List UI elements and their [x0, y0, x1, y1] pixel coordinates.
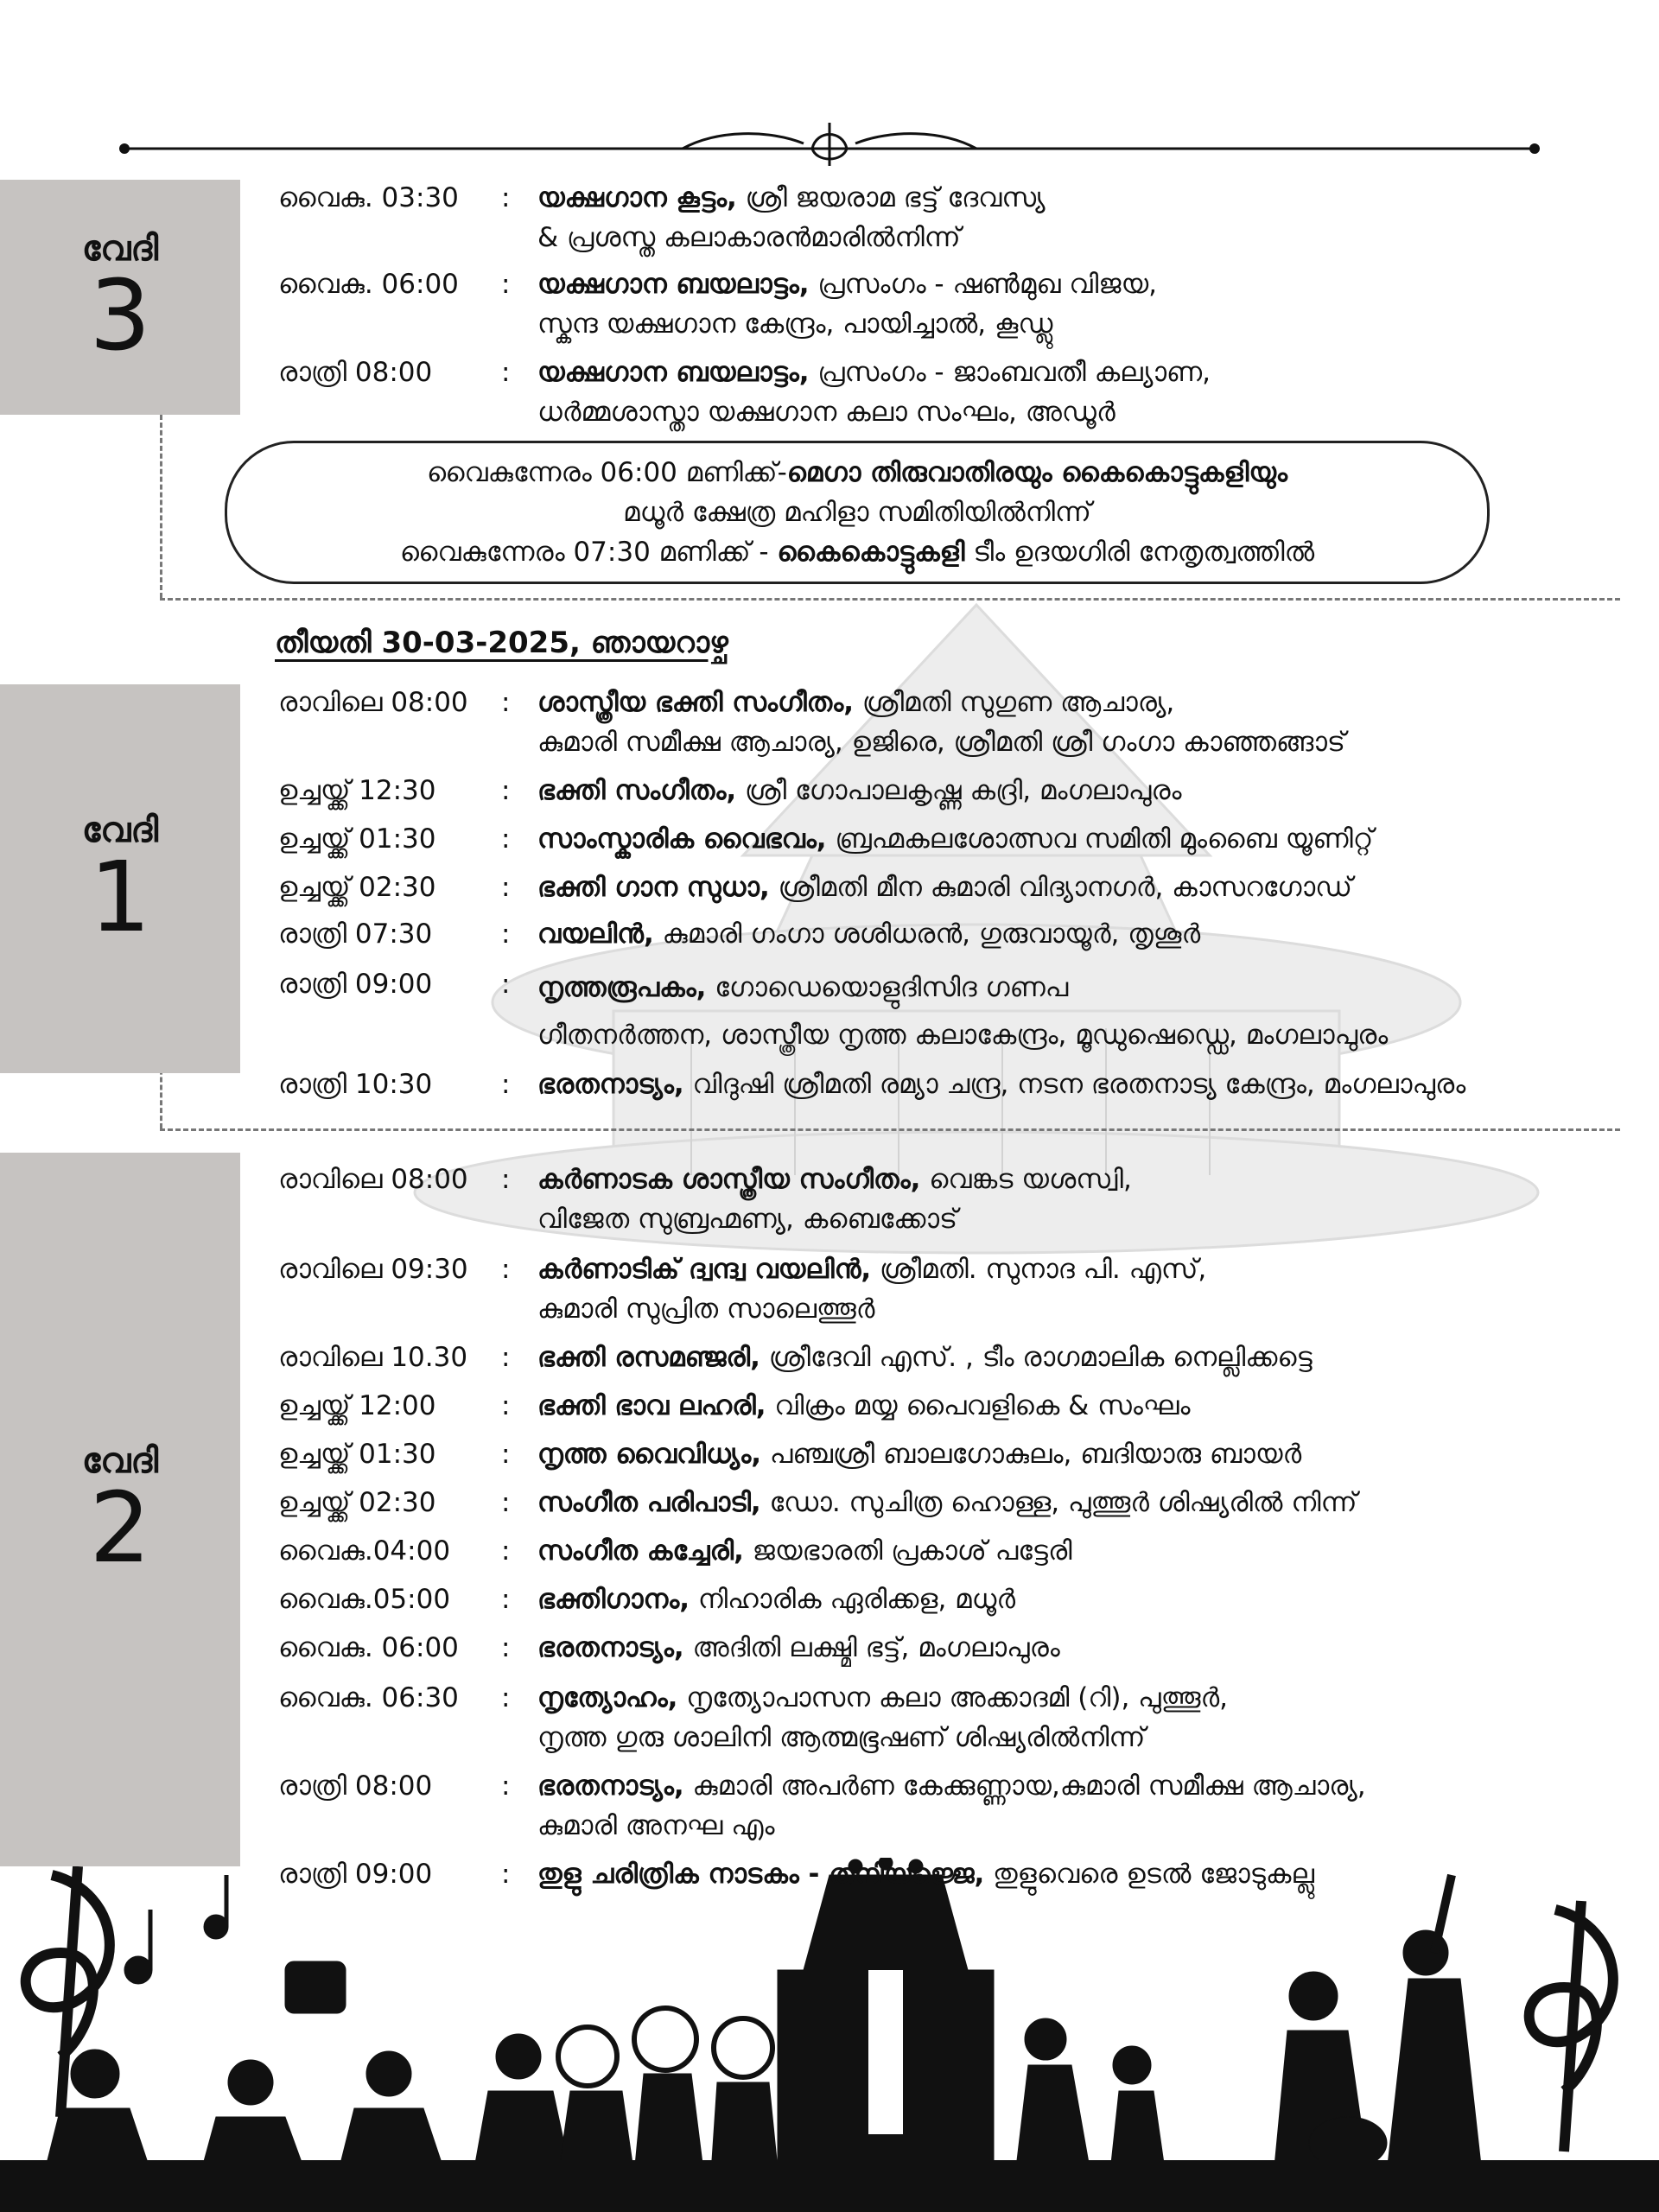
- event-title: സാംസ്കാരിക വൈഭവം,: [537, 823, 827, 855]
- colon: :: [501, 1584, 511, 1615]
- event-detail: അദിതി ലക്ഷ്മി ഭട്ട്, മംഗലാപുരം: [683, 1632, 1060, 1663]
- event-detail: ശ്രീമതി മീന കുമാരി വിദ്യാനഗർ, കാസറഗോഡ്: [769, 872, 1352, 903]
- event-title: ഭരതനാട്യം,: [537, 1632, 684, 1663]
- special-event-notice: [225, 441, 1490, 584]
- time: രാത്രി 09:00: [278, 1859, 433, 1890]
- colon: :: [501, 1682, 511, 1713]
- notice-line1-prefix: വൈകുന്നേരം 06:00 മണിക്ക്-: [426, 457, 787, 488]
- event-detail-line2: കുമാരി അനഘ എം: [537, 1810, 775, 1841]
- event-title: നൃത്തരൂപകം,: [537, 972, 707, 1003]
- notice-line3-prefix: വൈകുന്നേരം 07:30 മണിക്ക് -: [399, 537, 778, 568]
- drum-icon: [285, 1961, 346, 2013]
- time: വൈകു.04:00: [278, 1535, 451, 1567]
- event-detail: ശ്രീ ഗോപാലകൃഷ്ണ കദ്രി, മംഗലാപുരം: [736, 775, 1182, 806]
- event-title: വയലിൻ,: [537, 918, 654, 950]
- event-detail-line2: കുമാരി സമീക്ഷ ആചാര്യ, ഉജിരെ, ശ്രീമതി ശ്രീ ഗംഗാ കാഞ്ഞങ്ങാട്: [537, 727, 1345, 758]
- event-detail-line2: ഗീതനർത്തന, ശാസ്ത്രീയ നൃത്ത കലാകേന്ദ്രം, മൂഡുഷെഡ്ഡെ, മംഗലാപുരം: [537, 1020, 1389, 1051]
- event-title: യക്ഷഗാന ബയലാട്ടം,: [537, 357, 810, 388]
- event-title: നൃത്ത വൈവിധ്യം,: [537, 1439, 761, 1470]
- treble-clef-icon: [1529, 1901, 1613, 2152]
- performers-silhouette-footer: [0, 1858, 1659, 2212]
- notice-line1-bold: മെഗാ തിരുവാതിരയും കൈകൊട്ടുകളിയും: [786, 457, 1288, 488]
- time: ഉച്ചയ്ക്ക് 01:30: [278, 1439, 436, 1470]
- colon: :: [501, 1254, 511, 1285]
- event-detail: തുളുവെരെ ഉടൽ ജോടുകല്ലു: [984, 1859, 1315, 1890]
- event-detail-line2: കുമാരി സുപ്രിത സാലെത്തൂർ: [537, 1294, 875, 1325]
- colon: :: [501, 918, 511, 950]
- time: രാവിലെ 08:00: [278, 687, 468, 718]
- top-ornament-divider: [112, 121, 1547, 173]
- time: വൈകു. 06:30: [278, 1682, 459, 1713]
- time: രാത്രി 07:30: [278, 918, 433, 950]
- time: വൈകു. 06:00: [278, 269, 459, 300]
- event-detail-line2: ധർമ്മശാസ്താ യക്ഷഗാന കലാ സംഘം, അഡൂർ: [537, 397, 1116, 428]
- event-detail: ശ്രീദേവി എസ്. , ടീം രാഗമാലിക നെല്ലിക്കട്ടെ: [760, 1342, 1313, 1373]
- stage-1-label: വേദി: [81, 810, 159, 850]
- stage-3-number: 3: [89, 260, 151, 372]
- temple-tower-icon: [778, 1858, 994, 2212]
- time: രാവിലെ 09:30: [278, 1254, 468, 1285]
- section-divider: [160, 1128, 1620, 1131]
- time: രാത്രി 09:00: [278, 969, 433, 1000]
- stage-1-number: 1: [89, 842, 151, 954]
- colon: :: [501, 1439, 511, 1470]
- event-title: ഭക്തിഗാനം,: [537, 1584, 690, 1615]
- colon: :: [501, 269, 511, 300]
- time: ഉച്ചയ്ക്ക് 01:30: [278, 823, 436, 855]
- colon: :: [501, 1390, 511, 1421]
- section-divider: [160, 598, 1620, 601]
- colon: :: [501, 687, 511, 718]
- stage-2-box: [0, 1153, 240, 1866]
- colon: :: [501, 1632, 511, 1663]
- stage-2-label: വേദി: [81, 1441, 159, 1481]
- event-detail: ഗോഡെയൊളുദിസിദ ഗണപ: [706, 972, 1069, 1003]
- event-detail: കുമാരി ഗംഗാ ശശിധരൻ, ഗുരുവായൂർ, തൃശൂർ: [653, 918, 1201, 950]
- event-detail: ശ്രീ ജയരാമ ഭട്ട് ദേവസ്യ: [736, 182, 1046, 213]
- event-detail: പ്രസംഗം - ജാംബവതീ കല്യാണ,: [809, 357, 1211, 388]
- notice-line3-rest: ടീം ഉദയഗിരി നേതൃത്വത്തിൽ: [964, 537, 1315, 568]
- footer-black-band: [0, 2160, 1659, 2212]
- event-title: ഭക്തി രസമഞ്ജരി,: [537, 1342, 760, 1373]
- event-title: യക്ഷഗാന കൂട്ടം,: [537, 182, 737, 213]
- colon: :: [501, 1069, 511, 1100]
- stage-2-number: 2: [89, 1472, 151, 1585]
- event-title: ഭക്തി സംഗീതം,: [537, 775, 737, 806]
- notice-line3-bold: കൈകൊട്ടുകളി: [777, 537, 965, 568]
- event-detail: ശ്രീമതി. സുനാദ പി. എസ്,: [871, 1254, 1207, 1285]
- event-detail-line2: വിജേത സുബ്രഹ്മണ്യ, കബെക്കോട്: [537, 1204, 958, 1235]
- event-detail: വിക്രം മയ്യ പൈവളികെ & സംഘം: [766, 1390, 1191, 1421]
- colon: :: [501, 969, 511, 1000]
- time: ഉച്ചയ്ക്ക് 12:00: [278, 1390, 436, 1421]
- colon: :: [501, 872, 511, 903]
- event-title: സംഗീത കച്ചേരി,: [537, 1535, 744, 1567]
- event-detail: പഞ്ചശ്രീ ബാലഗോകുലം, ബദിയാരു ബായർ: [760, 1439, 1302, 1470]
- colon: :: [501, 1535, 511, 1567]
- event-title: ഭരതനാട്യം,: [537, 1069, 684, 1100]
- event-detail-line2: നൃത്ത ഗുരു ശാലിനി ആത്മഭൂഷണ് ശിഷ്യരിൽനിന്ന്: [537, 1722, 1146, 1753]
- stage-3-label: വേദി: [81, 229, 159, 269]
- stage-3-connector: [160, 415, 162, 598]
- colon: :: [501, 775, 511, 806]
- event-title: നൃത്യോഹം,: [537, 1682, 678, 1713]
- colon: :: [501, 1164, 511, 1195]
- event-detail-line2: സ്കന്ദ യക്ഷഗാന കേന്ദ്രം, പായിച്ചാൽ, കൂഡ്ലു: [537, 308, 1053, 340]
- time: ഉച്ചയ്ക്ക് 12:30: [278, 775, 436, 806]
- event-title: സംഗീത പരിപാടി,: [537, 1487, 761, 1518]
- event-detail: ജയഭാരതി പ്രകാശ് പട്ടേരി: [743, 1535, 1072, 1567]
- event-detail: കുമാരി അപർണ കേക്കുണ്ണായ,കുമാരി സമീക്ഷ ആചാര്യ,: [683, 1770, 1366, 1802]
- event-detail: നൃത്യോപാസന കലാ അക്കാദമി (റി), പുത്തൂർ,: [677, 1682, 1229, 1713]
- event-detail: നിഹാരിക ഏരിക്കള, മധൂർ: [689, 1584, 1016, 1615]
- time: രാത്രി 10:30: [278, 1069, 433, 1100]
- event-title: ഭരതനാട്യം,: [537, 1770, 684, 1802]
- colon: :: [501, 1487, 511, 1518]
- time: രാത്രി 08:00: [278, 357, 433, 388]
- event-detail: ബ്രഹ്മകലശോത്സവ സമിതി മുംബൈ യൂണിറ്റ്: [826, 823, 1374, 855]
- colon: :: [501, 357, 511, 388]
- event-title: ശാസ്ത്രീയ ഭക്തി സംഗീതം,: [537, 687, 855, 718]
- event-detail: വെങ്കട യശസ്വി,: [920, 1164, 1132, 1195]
- time: വൈകു. 06:00: [278, 1632, 459, 1663]
- time: ഉച്ചയ്ക്ക് 02:30: [278, 1487, 436, 1518]
- event-detail: ഡോ. സുചിത്ര ഹൊള്ള, പുത്തൂർ ശിഷ്യരിൽ നിന്ന്: [760, 1487, 1357, 1518]
- stage-1-box: [0, 684, 240, 1073]
- event-detail: വിദുഷി ശ്രീമതി രമ്യാ ചന്ദ്ര, നടന ഭരതനാട്യ കേന്ദ്രം, മംഗലാപുരം: [683, 1069, 1466, 1100]
- music-notes-icon: [124, 1875, 228, 1984]
- notice-line2: മധൂർ ക്ഷേത്ര മഹിളാ സമിതിയിൽനിന്ന്: [623, 497, 1091, 528]
- stage-3-box: [0, 180, 240, 415]
- time: വൈകു.05:00: [278, 1584, 451, 1615]
- event-title: യക്ഷഗാന ബയലാട്ടം,: [537, 269, 810, 300]
- event-detail: പ്രസംഗം - ഷൺമുഖ വിജയ,: [809, 269, 1157, 300]
- event-title: ഭക്തി ഭാവ ലഹരി,: [537, 1390, 766, 1421]
- colon: :: [501, 182, 511, 213]
- time: രാവിലെ 10.30: [278, 1342, 468, 1373]
- event-title: കർണാടക ശാസ്ത്രീയ സംഗീതം,: [537, 1164, 921, 1195]
- time: രാവിലെ 08:00: [278, 1164, 468, 1195]
- time: ഉച്ചയ്ക്ക് 02:30: [278, 872, 436, 903]
- colon: :: [501, 1342, 511, 1373]
- colon: :: [501, 1770, 511, 1802]
- event-detail: ശ്രീമതി സുഗുണ ആചാര്യ,: [854, 687, 1175, 718]
- time: വൈകു. 03:30: [278, 182, 459, 213]
- event-title: തുളു ചരിത്രിക നാടകം - തനിയജ്ജെ,: [537, 1859, 985, 1890]
- time: രാത്രി 08:00: [278, 1770, 433, 1802]
- colon: :: [501, 823, 511, 855]
- event-title: കർണാടിക് ദ്വന്ദ്വ വയലിൻ,: [537, 1254, 872, 1285]
- event-detail-line2: & പ്രശസ്ത കലാകാരൻമാരിൽനിന്ന്: [537, 222, 961, 253]
- colon: :: [501, 1859, 511, 1890]
- event-title: ഭക്തി ഗാന സുധാ,: [537, 872, 770, 903]
- date-heading: തീയതി 30-03-2025, ഞായറാഴ്ച: [275, 626, 728, 660]
